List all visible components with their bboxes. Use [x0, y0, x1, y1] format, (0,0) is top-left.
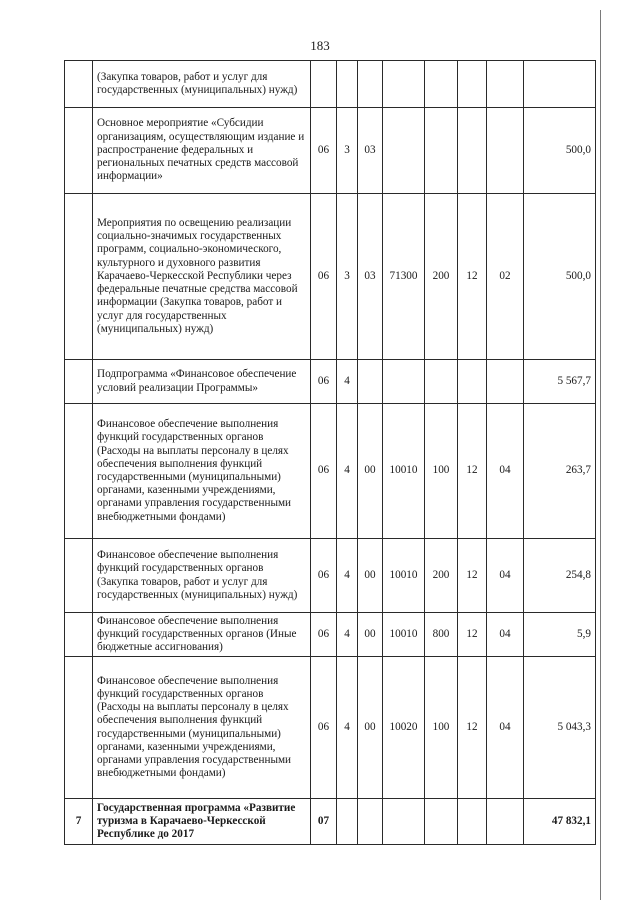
code-6-cell	[458, 61, 487, 108]
code-5-cell: 200	[425, 539, 458, 613]
table-row	[65, 799, 596, 845]
code-2-cell: 4	[337, 539, 358, 613]
code-1-cell: 07	[311, 799, 337, 845]
row-name-cell: (Закупка товаров, работ и услуг для государственных (муниципальных) нужд)	[93, 61, 311, 108]
budget-table	[64, 60, 596, 845]
code-2-cell: 4	[337, 360, 358, 404]
code-4-cell	[383, 360, 425, 404]
row-name-cell: Подпрограмма «Финансовое обеспечение условий реализации Программы»	[93, 360, 311, 404]
code-7-cell: 02	[487, 194, 524, 360]
code-4-cell: 10010	[383, 539, 425, 613]
code-7-cell: 04	[487, 657, 524, 799]
code-2-cell	[337, 61, 358, 108]
row-number-cell	[65, 194, 93, 360]
code-6-cell	[458, 360, 487, 404]
code-4-cell: 71300	[383, 194, 425, 360]
row-name-cell: Основное мероприятие «Субсидии организациям, осуществляющим издание и распространение федеральных и региональных печатных средств массовой информации»	[93, 108, 311, 194]
code-6-cell: 12	[458, 613, 487, 657]
code-5-cell: 100	[425, 657, 458, 799]
code-1-cell	[311, 61, 337, 108]
amount-cell: 500,0	[524, 194, 596, 360]
code-6-cell: 12	[458, 194, 487, 360]
code-5-cell: 800	[425, 613, 458, 657]
code-5-cell	[425, 61, 458, 108]
code-4-cell: 10010	[383, 404, 425, 539]
row-number-cell	[65, 404, 93, 539]
code-4-cell: 10020	[383, 657, 425, 799]
row-number-cell	[65, 613, 93, 657]
code-5-cell: 100	[425, 404, 458, 539]
row-number-cell	[65, 657, 93, 799]
code-4-cell	[383, 61, 425, 108]
code-4-cell	[383, 799, 425, 845]
row-number-cell	[65, 61, 93, 108]
row-name-cell: Финансовое обеспечение выполнения функций государственных органов (Иные бюджетные ассигнования)	[93, 613, 311, 657]
code-3-cell: 03	[358, 108, 383, 194]
row-name-cell: Мероприятия по освещению реализации социально-значимых государственных программ, социально-экономического, культурного и духовного развития Карачаево-Черкесской Республики через федеральные печатные средства массовой информации (Закупка товаров, работ и услуг для государственных (муниципальных) нужд)	[93, 194, 311, 360]
code-7-cell: 04	[487, 404, 524, 539]
code-1-cell: 06	[311, 194, 337, 360]
amount-cell	[524, 61, 596, 108]
code-2-cell	[337, 799, 358, 845]
code-3-cell: 00	[358, 657, 383, 799]
amount-cell: 5 043,3	[524, 657, 596, 799]
code-3-cell: 00	[358, 404, 383, 539]
code-7-cell: 04	[487, 613, 524, 657]
row-number-cell: 7	[65, 799, 93, 845]
code-6-cell	[458, 108, 487, 194]
table-row	[65, 539, 596, 613]
code-3-cell: 00	[358, 539, 383, 613]
table-row	[65, 404, 596, 539]
code-3-cell: 00	[358, 613, 383, 657]
table-row	[65, 360, 596, 404]
code-2-cell: 4	[337, 657, 358, 799]
code-3-cell	[358, 799, 383, 845]
code-5-cell	[425, 360, 458, 404]
code-1-cell: 06	[311, 657, 337, 799]
row-number-cell	[65, 108, 93, 194]
code-6-cell	[458, 799, 487, 845]
code-7-cell	[487, 61, 524, 108]
page-number: 183	[310, 38, 330, 53]
page-margin-line	[600, 10, 601, 900]
table-row	[65, 613, 596, 657]
code-4-cell	[383, 108, 425, 194]
code-1-cell: 06	[311, 108, 337, 194]
code-6-cell: 12	[458, 539, 487, 613]
amount-cell: 5,9	[524, 613, 596, 657]
amount-cell: 254,8	[524, 539, 596, 613]
table-row	[65, 194, 596, 360]
code-5-cell	[425, 108, 458, 194]
code-3-cell	[358, 360, 383, 404]
code-7-cell: 04	[487, 539, 524, 613]
row-name-cell: Государственная программа «Развитие туризма в Карачаево-Черкесской Республике до 2017	[93, 799, 311, 845]
row-number-cell	[65, 539, 93, 613]
code-2-cell: 3	[337, 194, 358, 360]
amount-cell: 47 832,1	[524, 799, 596, 845]
code-6-cell: 12	[458, 657, 487, 799]
code-2-cell: 4	[337, 404, 358, 539]
row-name-cell: Финансовое обеспечение выполнения функций государственных органов (Закупка товаров, работ и услуг для государственных (муниципальных) нужд)	[93, 539, 311, 613]
code-2-cell: 3	[337, 108, 358, 194]
row-number-cell	[65, 360, 93, 404]
code-1-cell: 06	[311, 539, 337, 613]
table-body	[65, 61, 596, 845]
amount-cell: 500,0	[524, 108, 596, 194]
code-5-cell	[425, 799, 458, 845]
table-row	[65, 657, 596, 799]
code-3-cell: 03	[358, 194, 383, 360]
code-2-cell: 4	[337, 613, 358, 657]
code-3-cell	[358, 61, 383, 108]
code-7-cell	[487, 108, 524, 194]
code-1-cell: 06	[311, 404, 337, 539]
code-7-cell	[487, 360, 524, 404]
table-row	[65, 61, 596, 108]
code-6-cell: 12	[458, 404, 487, 539]
row-name-cell: Финансовое обеспечение выполнения функций государственных органов (Расходы на выплаты персоналу в целях обеспечения выполнения функций государственными (муниципальными) органами, казенными учреждениями, органами управления государственными внебюджетными фондами)	[93, 657, 311, 799]
row-name-cell: Финансовое обеспечение выполнения функций государственных органов (Расходы на выплаты персоналу в целях обеспечения выполнения функций государственными (муниципальными) органами, казенными учреждениями, органами управления государственными внебюджетными фондами)	[93, 404, 311, 539]
code-4-cell: 10010	[383, 613, 425, 657]
amount-cell: 263,7	[524, 404, 596, 539]
table-row	[65, 108, 596, 194]
code-1-cell: 06	[311, 613, 337, 657]
code-1-cell: 06	[311, 360, 337, 404]
amount-cell: 5 567,7	[524, 360, 596, 404]
code-5-cell: 200	[425, 194, 458, 360]
code-7-cell	[487, 799, 524, 845]
